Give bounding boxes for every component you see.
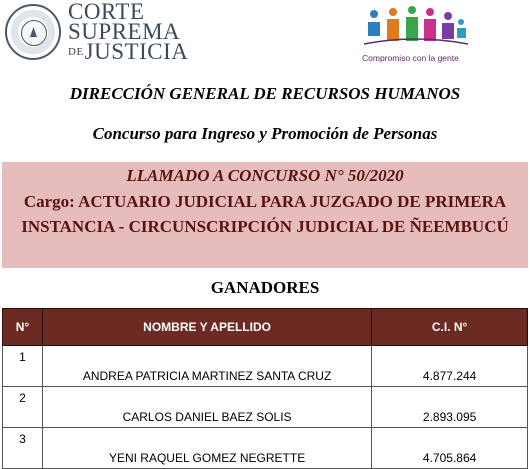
people-brand-logo <box>360 4 470 70</box>
call-title: LLAMADO A CONCURSO N° 50/2020 <box>126 166 404 185</box>
row-name: ANDREA PATRICIA MARTINEZ SANTA CRUZ <box>42 346 371 387</box>
column-header-ci: C.I. N° <box>372 309 528 346</box>
table-row <box>3 387 528 428</box>
table-row <box>3 428 528 469</box>
logo-line-3-main: JUSTICIA <box>84 39 189 64</box>
supreme-court-seal-icon <box>5 4 61 60</box>
court-logo-text <box>68 2 188 62</box>
people-figures-icon <box>360 4 470 52</box>
winners-table <box>2 308 528 469</box>
row-name: CARLOS DANIEL BAEZ SOLIS <box>42 387 371 428</box>
brand-tagline: Compromiso con la gente <box>362 53 459 63</box>
logo-line-1: CORTE <box>68 0 145 24</box>
call-position: Cargo: ACTUARIO JUDICIAL PARA JUZGADO DE PRIMERA INSTANCIA - CIRCUNSCRIPCIÓN JUDICIAL DE ÑEEMBUCÚ <box>21 192 509 236</box>
contest-subheading: Concurso para Ingreso y Promoción de Personas <box>92 124 438 143</box>
department-heading: DIRECCIÓN GENERAL DE RECURSOS HUMANOS <box>69 84 461 103</box>
table-header-row <box>3 309 528 346</box>
column-header-name: NOMBRE Y APELLIDO <box>42 309 371 346</box>
row-number: 3 <box>3 428 43 469</box>
row-number: 2 <box>3 387 43 428</box>
row-number: 1 <box>3 346 43 387</box>
winners-title: GANADORES <box>210 278 320 297</box>
table-row <box>3 346 528 387</box>
row-ci: 2.893.095 <box>372 387 528 428</box>
row-ci: 4.877.244 <box>372 346 528 387</box>
logo-line-3-prefix: DE <box>68 46 84 58</box>
logo-line-2: SUPREMA <box>68 19 181 44</box>
logo-line-3 <box>68 39 189 64</box>
page-header <box>0 0 530 80</box>
column-header-number: N° <box>3 309 43 346</box>
row-name: YENI RAQUEL GOMEZ NEGRETTE <box>42 428 371 469</box>
row-ci: 4.705.864 <box>372 428 528 469</box>
